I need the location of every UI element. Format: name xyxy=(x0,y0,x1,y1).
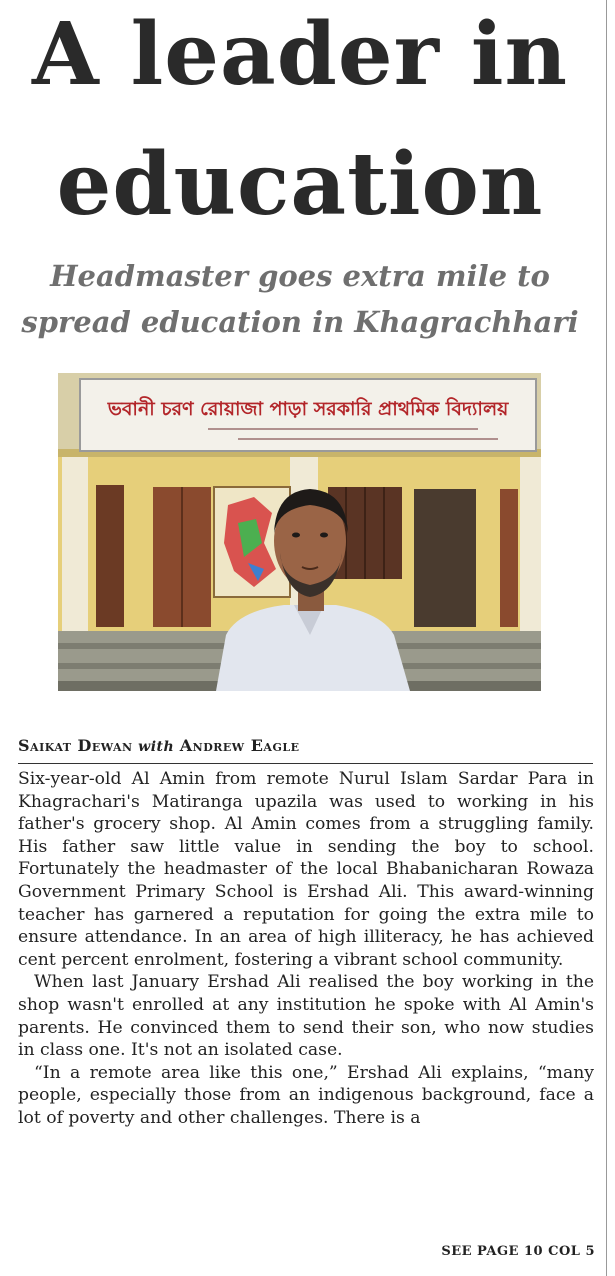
byline xyxy=(18,736,299,755)
article-paragraph-3: “In a remote area like this one,” Ershad Ali explains, “many people, especially those from an indigenous background, face a lot of poverty and other challenges. There is a xyxy=(18,1062,594,1128)
byline-connector: with xyxy=(138,739,175,755)
headline-line-1: A leader in xyxy=(31,4,569,105)
continuation-jump: SEE PAGE 10 COL 5 xyxy=(441,1244,595,1259)
article-photo xyxy=(58,373,541,691)
subheadline-line-1: Headmaster goes extra mile to xyxy=(50,259,550,293)
byline-author-1: Saikat Dewan xyxy=(18,736,133,755)
school-sign-text: ভবানী চরণ রোয়াজা পাড়া সরকারি প্রাথমিক বিদ্যালয় xyxy=(107,398,509,420)
article-body xyxy=(18,768,594,1130)
article-paragraph-2: When last January Ershad Ali realised the boy working in the shop wasn't enrolled at any institution he spoke with Al Amin's parents. He convinced them to send their son, who now studies in class one. It's not an isolated case. xyxy=(18,972,594,1061)
byline-author-2: Andrew Eagle xyxy=(179,736,300,755)
headline-line-2: education xyxy=(56,134,544,235)
subheadline-line-2: spread education in Khagrachhari xyxy=(21,305,579,339)
column-rule xyxy=(606,0,607,1276)
byline-rule xyxy=(18,763,593,764)
article-paragraph-1: Six-year-old Al Amin from remote Nurul Islam Sardar Para in Khagrachari's Matiranga upazila was used to working in his father's grocery shop. Al Amin comes from a struggling family. His father saw little value in sending the boy to school. Fortunately the headmaster of the local Bhabanicharan Rowaza Government Primary School is Ershad Ali. This award-winning teacher has garnered a reputation for going the extra mile to ensure attendance. In an area of high illiteracy, he has achieved cent percent enrolment, fostering a vibrant school community. xyxy=(18,769,594,970)
